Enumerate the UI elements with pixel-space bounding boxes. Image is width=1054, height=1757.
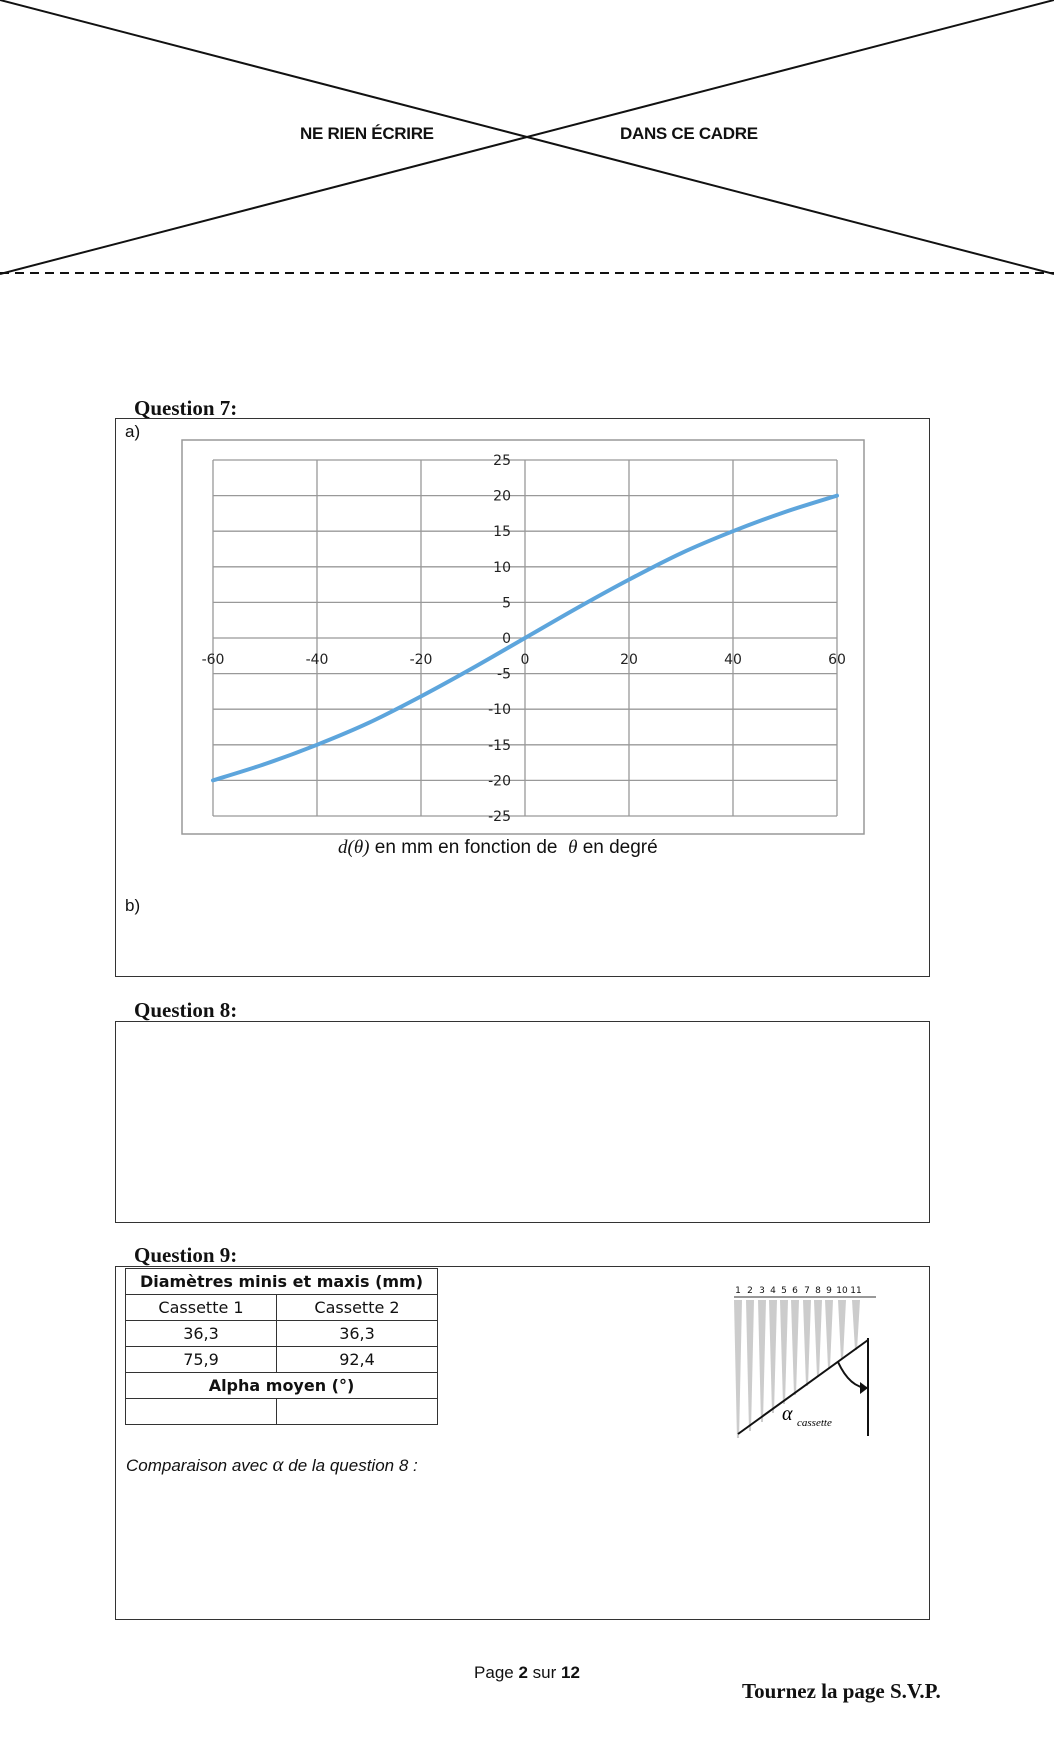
x-tick-label: -60 [201, 652, 225, 668]
angle-arrow-icon [860, 1382, 868, 1394]
scale-label: 4 [770, 1286, 776, 1296]
alpha-input-cassette-1[interactable] [126, 1399, 277, 1425]
caption-math-d-theta: d(θ) [338, 837, 370, 858]
turn-page-text: Tournez la page S.V.P. [742, 1679, 941, 1703]
cassette-tooth [791, 1300, 799, 1395]
page-prefix: Page [474, 1663, 514, 1682]
x-tick-label: 0 [520, 652, 530, 668]
col-cassette-2: Cassette 2 [277, 1295, 438, 1321]
scale-label: 9 [826, 1286, 832, 1296]
caption-math-theta: θ [568, 837, 578, 858]
y-tick-label: -20 [488, 773, 511, 790]
alpha-symbol: α [782, 1403, 793, 1425]
x-tick-labels [202, 652, 846, 668]
comparison-alpha-symbol: α [272, 1452, 284, 1476]
cassette-tooth [769, 1300, 777, 1413]
table-cell: 75,9 [126, 1347, 277, 1373]
y-tick-label: 10 [493, 559, 511, 576]
cassette-figure [730, 1278, 880, 1438]
x-tick-label: 60 [828, 652, 846, 668]
comparison-text [126, 1452, 418, 1477]
cassette-tooth [758, 1300, 766, 1422]
table-cell: 36,3 [277, 1321, 438, 1347]
x-tick-label: -20 [409, 652, 433, 668]
page-total: 12 [561, 1663, 580, 1682]
alpha-header: Alpha moyen (°) [126, 1373, 438, 1399]
y-tick-label: 5 [502, 595, 511, 612]
y-tick-label: -5 [497, 666, 511, 683]
question-7-title: Question 7: [134, 396, 238, 420]
cassette-tooth [838, 1300, 846, 1359]
col-cassette-1: Cassette 1 [126, 1295, 277, 1321]
question-7-part-b: b) [125, 896, 141, 915]
cassette-tooth [780, 1300, 788, 1404]
comparison-suffix: de la question 8 : [288, 1456, 418, 1475]
scale-label: 1 [735, 1286, 741, 1296]
question-8-answer-box[interactable] [115, 1021, 930, 1223]
caption-text-1: en mm en fonction de [374, 837, 558, 858]
cassette-tooth [746, 1300, 754, 1431]
table-cell: 36,3 [126, 1321, 277, 1347]
no-write-right-text: DANS CE CADRE [620, 124, 758, 143]
scale-label: 5 [781, 1286, 787, 1296]
scale-label: 2 [747, 1286, 753, 1296]
y-tick-label: -25 [488, 809, 511, 825]
scale-label: 3 [759, 1286, 765, 1296]
diameters-table [125, 1268, 438, 1425]
x-tick-label: -40 [305, 652, 329, 668]
table-header: Diamètres minis et maxis (mm) [126, 1269, 438, 1295]
comparison-prefix: Comparaison avec [126, 1456, 268, 1475]
y-tick-label: 20 [493, 488, 511, 505]
y-tick-label: -15 [488, 737, 511, 754]
scale-label: 7 [804, 1286, 810, 1296]
scale-label: 11 [850, 1286, 862, 1296]
question-8-title: Question 8: [134, 998, 238, 1022]
scale-label: 10 [836, 1286, 848, 1296]
cassette-tooth [734, 1300, 742, 1438]
cassette-tooth [825, 1300, 833, 1368]
cassette-tooth [814, 1300, 822, 1377]
cassette-tooth [852, 1300, 860, 1350]
cassette-tooth [803, 1300, 811, 1386]
alpha-input-cassette-2[interactable] [277, 1399, 438, 1425]
no-write-left-text: NE RIEN ÉCRIRE [300, 124, 434, 143]
y-tick-labels [488, 453, 511, 825]
scale-label: 8 [815, 1286, 821, 1296]
caption-text-2: en degré [582, 837, 658, 858]
scale-label: 6 [792, 1286, 798, 1296]
y-tick-label: 0 [502, 631, 511, 647]
page-current: 2 [518, 1663, 528, 1682]
y-tick-label: -10 [488, 702, 511, 719]
x-tick-label: 40 [724, 652, 742, 668]
cassette-scale-labels [735, 1286, 862, 1296]
question-7-part-a: a) [125, 422, 141, 441]
chart-caption [338, 837, 658, 859]
x-tick-label: 20 [620, 652, 638, 668]
alpha-subscript: cassette [797, 1417, 832, 1429]
page-mid: sur [532, 1663, 557, 1682]
alpha-angle-arc [838, 1362, 868, 1388]
y-tick-label: 15 [493, 524, 511, 541]
question-9-title: Question 9: [134, 1243, 238, 1267]
y-tick-label: 25 [493, 453, 511, 469]
table-cell: 92,4 [277, 1347, 438, 1373]
